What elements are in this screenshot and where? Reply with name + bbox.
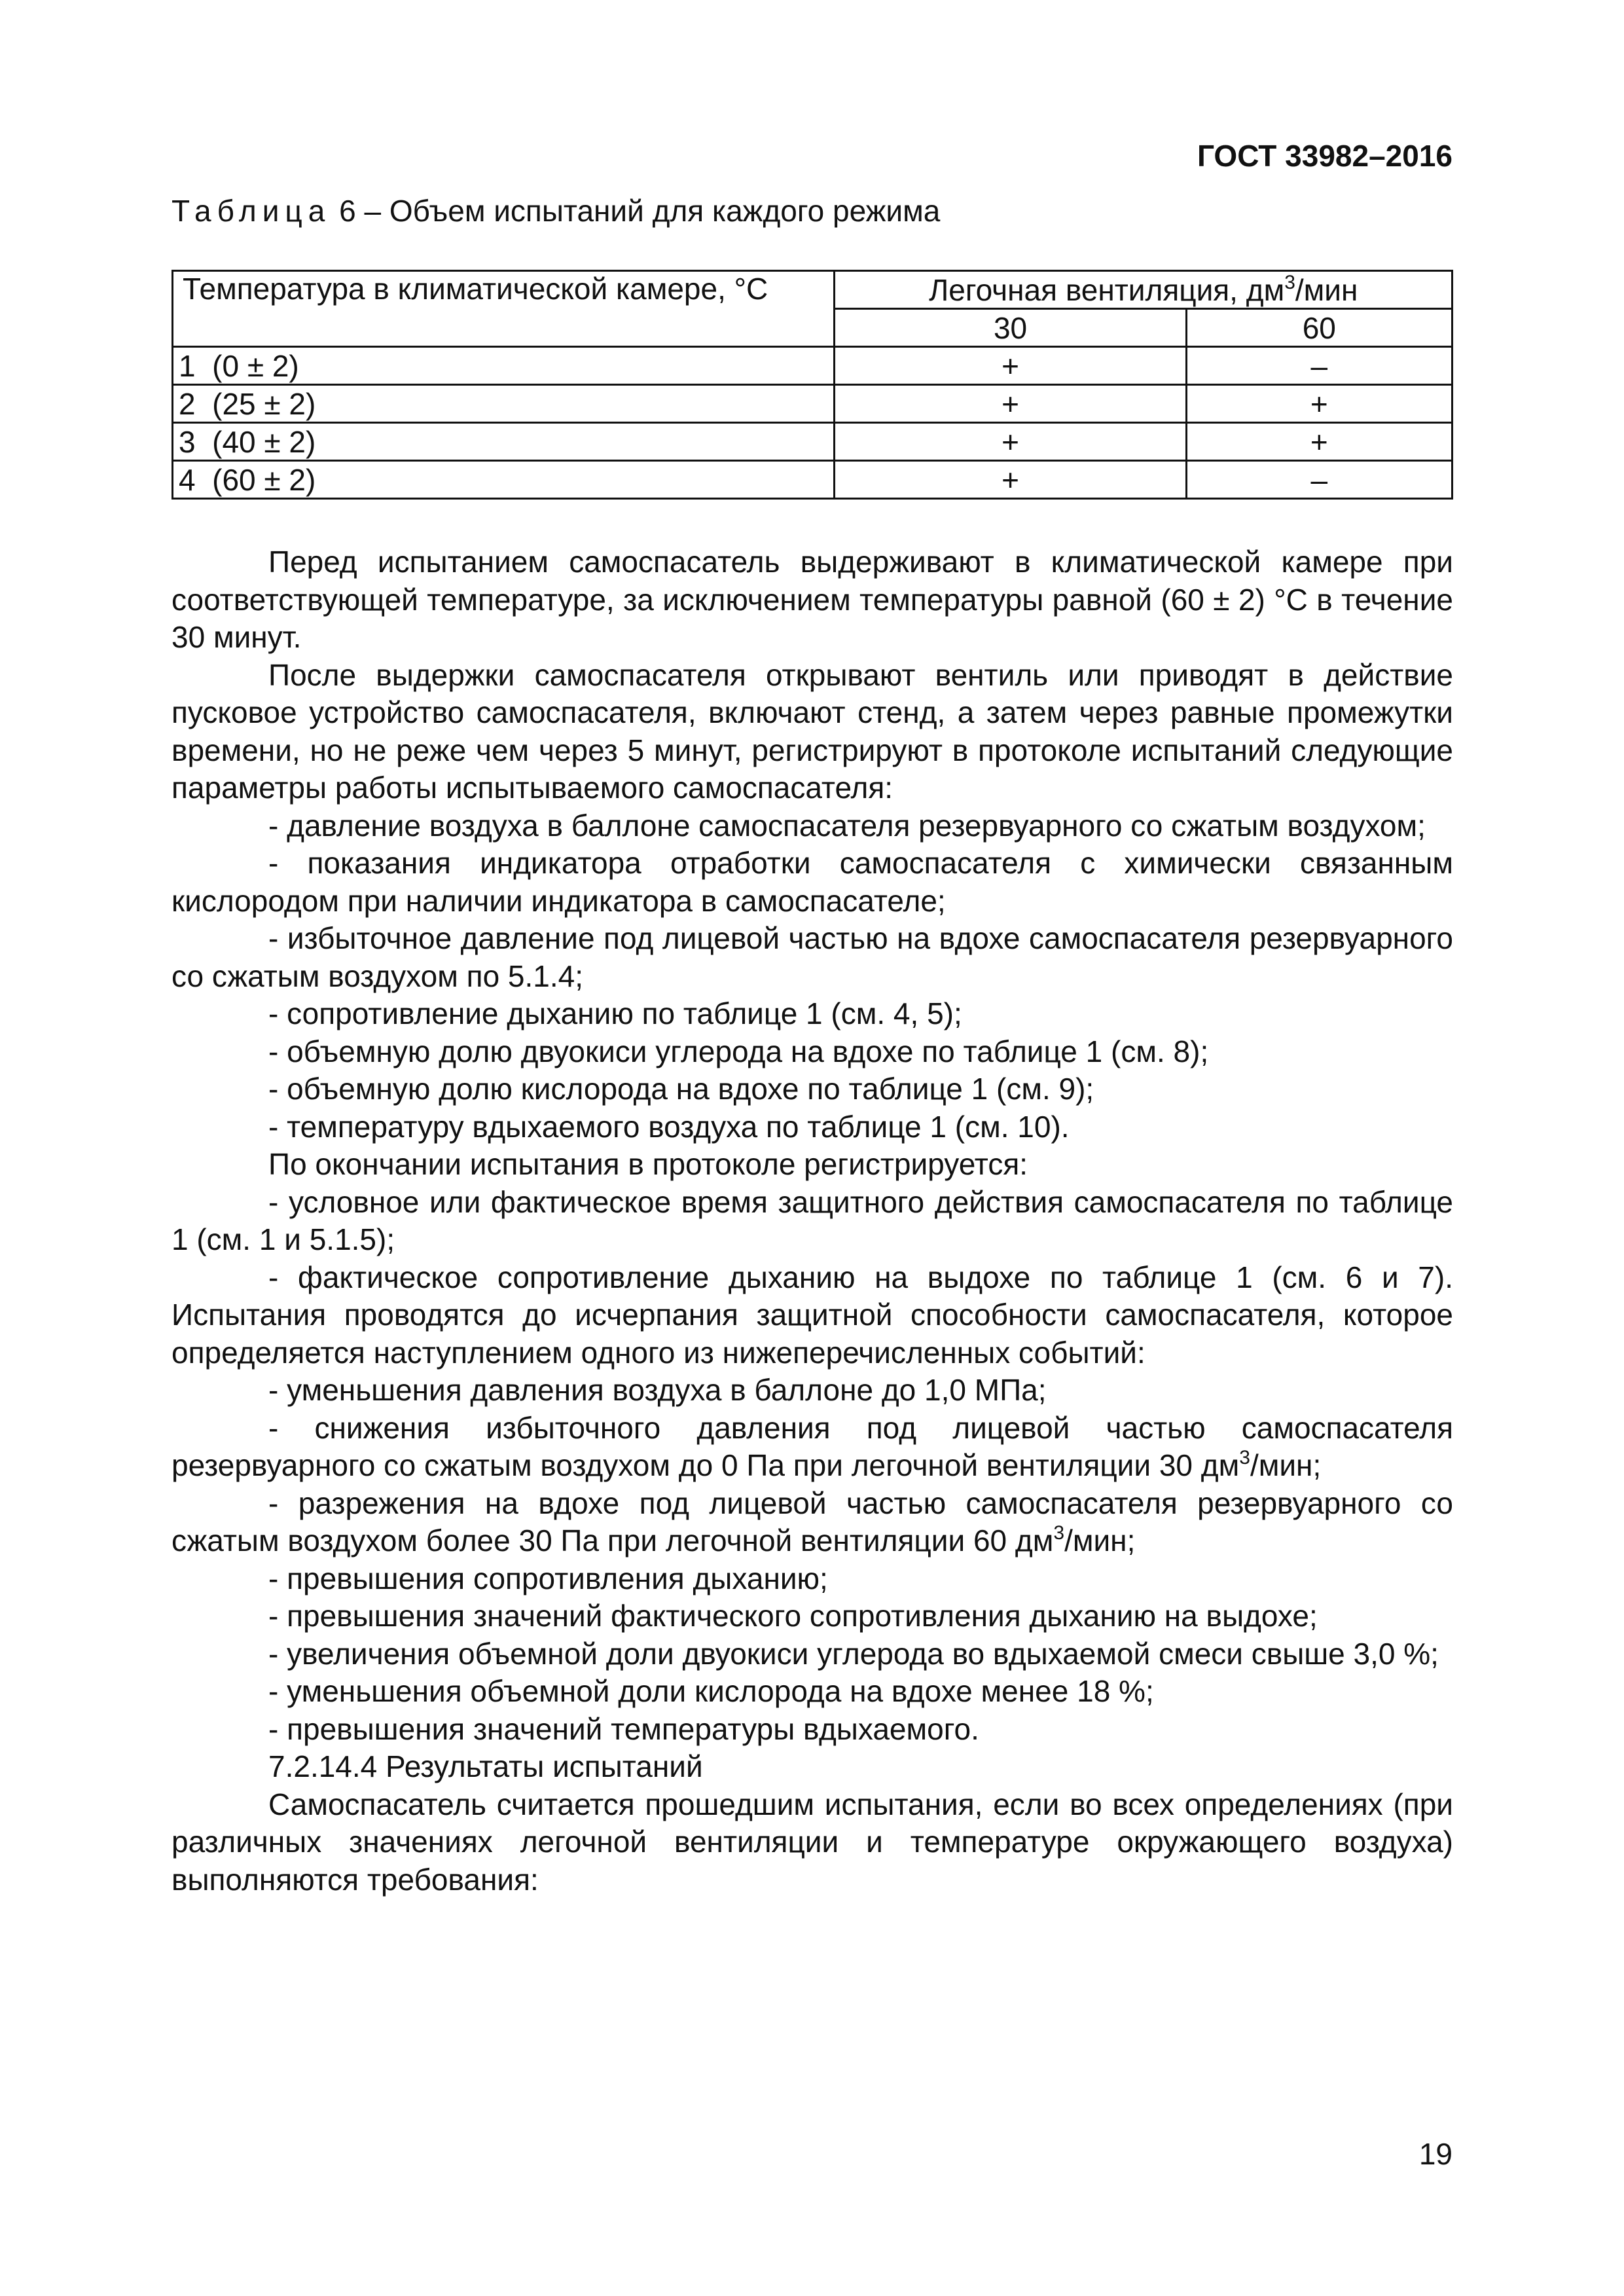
table-row — [173, 461, 1453, 499]
header-ventilation-post: /мин — [1295, 272, 1358, 307]
header-ventilation-pre: Легочная вентиляция, дм — [929, 272, 1285, 307]
header-ventilation-sup: 3 — [1284, 271, 1295, 293]
row-value-30: + — [835, 385, 1186, 423]
table-caption — [171, 191, 940, 230]
list-item: - превышения значений температуры вдыхаемого. — [268, 1711, 979, 1746]
row-temperature: 1 (0 ± 2) — [173, 347, 835, 385]
row-value-60: – — [1186, 461, 1452, 499]
row-temperature: 4 (60 ± 2) — [173, 461, 835, 499]
table-row — [173, 347, 1453, 385]
table-caption-label: Таблица — [171, 194, 331, 228]
list-item: - условное или фактическое время защитного действия самоспасателя по таблице 1 (см. 1 и 5.1.5); — [171, 1184, 1453, 1256]
superscript: 3 — [1239, 1447, 1250, 1468]
row-temperature: 3 (40 ± 2) — [173, 423, 835, 461]
list-item: - избыточное давление под лицевой частью на вдохе самоспасателя резервуарного со сжатым воздухом по 5.1.4; — [171, 921, 1453, 993]
paragraph-1: Перед испытанием самоспасатель выдерживают в климатической камере при соответствующей температуре, за исключением температуры равной (60 ± 2) °С в течение 30 минут. — [171, 545, 1453, 654]
paragraph-protocol: По окончании испытания в протоколе регистрируется: — [268, 1147, 1028, 1181]
list-item-text: - снижения избыточного давления под лицевой частью самоспасателя резервуарного со сжатым воздухом до 0 Па при легочной вентиляции 30 дм — [171, 1410, 1453, 1482]
list-item: - сопротивление дыханию по таблице 1 (см. 4, 5); — [268, 996, 962, 1030]
list-item: - фактическое сопротивление дыханию на выдохе по таблице 1 (см. 6 и 7). Испытания проводятся до исчерпания защитной способности самоспасателя, которое определяется наступлением одного из нижеперечисленных событий: — [171, 1260, 1453, 1370]
paragraph-results: Самоспасатель считается прошедшим испытания, если во всех определениях (при различных значениях легочной вентиляции и температуре окружающего воздуха) выполняются требования: — [171, 1787, 1453, 1897]
list-item — [171, 1485, 1453, 1560]
list-item-text-end: /мин; — [1250, 1448, 1322, 1482]
list-item: - уменьшения объемной доли кислорода на вдохе менее 18 %; — [268, 1674, 1154, 1708]
row-value-60: – — [1186, 347, 1452, 385]
superscript: 3 — [1053, 1522, 1065, 1544]
document-id: ГОСТ 33982–2016 — [1197, 139, 1453, 173]
table-row — [173, 385, 1453, 423]
list-item: - температуру вдыхаемого воздуха по таблице 1 (см. 10). — [268, 1109, 1070, 1144]
header-temperature: Температура в климатической камере, °C — [173, 271, 835, 347]
table-row — [173, 423, 1453, 461]
list-item-text-end: /мин; — [1064, 1523, 1136, 1558]
list-item — [171, 1410, 1453, 1485]
list-item-text: - разрежения на вдохе под лицевой частью самоспасателя резервуарного со сжатым воздухом более 30 Па при легочной вентиляции 60 дм — [171, 1485, 1453, 1558]
list-item: - показания индикатора отработки самоспасателя с химически связанным кислородом при наличии индикатора в самоспасателе; — [171, 846, 1453, 918]
list-item: - объемную долю кислорода на вдохе по таблице 1 (см. 9); — [268, 1072, 1094, 1106]
list-item: - превышения сопротивления дыханию; — [268, 1561, 828, 1595]
list-item: - уменьшения давления воздуха в баллоне до 1,0 МПа; — [268, 1373, 1047, 1407]
header-ventilation — [835, 271, 1453, 309]
body-text — [171, 543, 1453, 1899]
page-number: 19 — [1418, 2137, 1453, 2171]
list-item: - давление воздуха в баллоне самоспасателя резервуарного со сжатым воздухом; — [268, 808, 1426, 843]
row-value-60: + — [1186, 385, 1452, 423]
test-volume-table — [171, 270, 1453, 500]
row-value-30: + — [835, 347, 1186, 385]
section-heading: 7.2.14.4 Результаты испытаний — [268, 1749, 703, 1783]
table-caption-text: 6 – Объем испытаний для каждого режима — [339, 194, 941, 228]
row-value-60: + — [1186, 423, 1452, 461]
list-item: - объемную долю двуокиси углерода на вдохе по таблице 1 (см. 8); — [268, 1034, 1209, 1068]
row-temperature: 2 (25 ± 2) — [173, 385, 835, 423]
row-value-30: + — [835, 423, 1186, 461]
subheader-60: 60 — [1186, 309, 1452, 347]
subheader-30: 30 — [835, 309, 1186, 347]
list-item: - превышения значений фактического сопротивления дыханию на выдохе; — [268, 1599, 1318, 1633]
row-value-30: + — [835, 461, 1186, 499]
list-item: - увеличения объемной доли двуокиси углерода во вдыхаемой смеси свыше 3,0 %; — [268, 1636, 1439, 1671]
paragraph-2: После выдержки самоспасателя открывают вентиль или приводят в действие пусковое устройство самоспасателя, включают стенд, а затем через равные промежутки времени, но не реже чем через 5 минут, регистрируют в протоколе испытаний следующие параметры работы испытываемого самоспасателя: — [171, 657, 1453, 805]
